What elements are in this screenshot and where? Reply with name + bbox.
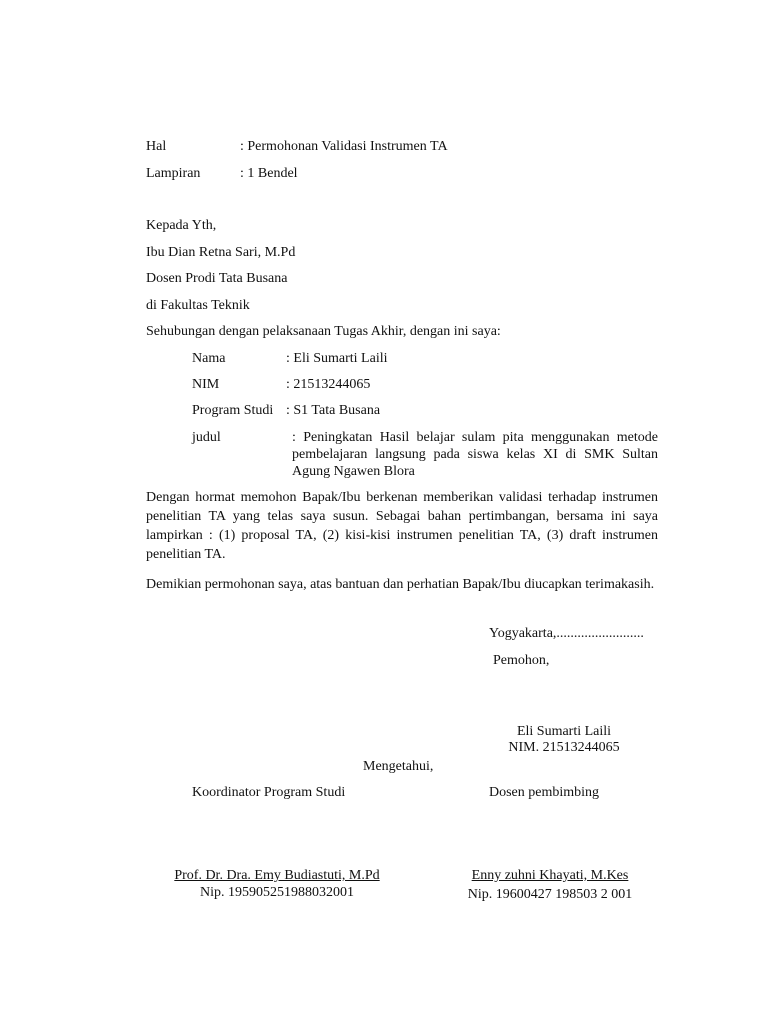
- pemohon-label: Pemohon,: [493, 653, 550, 668]
- hal-label: Hal: [146, 139, 167, 154]
- nama-label: Nama: [192, 351, 226, 366]
- applicant-nim: NIM. 21513244065: [508, 740, 620, 755]
- recipient-greeting: Kepada Yth,: [146, 218, 217, 233]
- judul-label: judul: [192, 430, 221, 445]
- coordinator-name: Prof. Dr. Dra. Emy Budiastuti, M.Pd: [174, 868, 380, 883]
- coordinator-title: Koordinator Program Studi: [192, 785, 346, 800]
- applicant-name: Eli Sumarti Laili: [516, 724, 612, 739]
- hal-value: : Permohonan Validasi Instrumen TA: [240, 139, 448, 154]
- supervisor-name: Enny zuhni Khayati, M.Kes: [471, 868, 629, 883]
- judul-value: : Peningkatan Hasil belajar sulam pita menggunakan metode pembelajaran langsung pada siswa kelas XI di SMK Sultan Agung Ngawen Blora: [292, 430, 658, 479]
- prodi-label: Program Studi: [192, 403, 274, 418]
- nim-value: : 21513244065: [286, 377, 371, 392]
- nama-value: : Eli Sumarti Laili: [286, 351, 388, 366]
- supervisor-title: Dosen pembimbing: [489, 785, 600, 800]
- nim-label: NIM: [192, 377, 220, 392]
- body-paragraph-1: Dengan hormat memohon Bapak/Ibu berkenan memberikan validasi terhadap instrumen penelitian TA yang telas saya susun. Sebagai bahan pertimbangan, bersama ini saya lampirkan : (1) proposal TA, (2) kisi-kisi instrumen penelitian TA, (3) draft instrumen penelitian TA.: [146, 490, 658, 562]
- body-paragraph-2: Demikian permohonan saya, atas bantuan dan perhatian Bapak/Ibu diucapkan terimakasih.: [146, 577, 655, 592]
- prodi-value: : S1 Tata Busana: [286, 403, 381, 418]
- supervisor-nip: Nip. 19600427 198503 2 001: [467, 887, 633, 902]
- lampiran-label: Lampiran: [146, 166, 201, 181]
- coordinator-nip: Nip. 195905251988032001: [200, 885, 354, 900]
- intro-text: Sehubungan dengan pelaksanaan Tugas Akhir, dengan ini saya:: [146, 324, 501, 339]
- place-date: Yogyakarta,.........................: [489, 626, 644, 641]
- recipient-name: Ibu Dian Retna Sari, M.Pd: [146, 245, 296, 260]
- recipient-location: di Fakultas Teknik: [146, 298, 250, 313]
- lampiran-value: : 1 Bendel: [240, 166, 298, 181]
- recipient-position: Dosen Prodi Tata Busana: [146, 271, 288, 286]
- mengetahui-label: Mengetahui,: [363, 759, 434, 774]
